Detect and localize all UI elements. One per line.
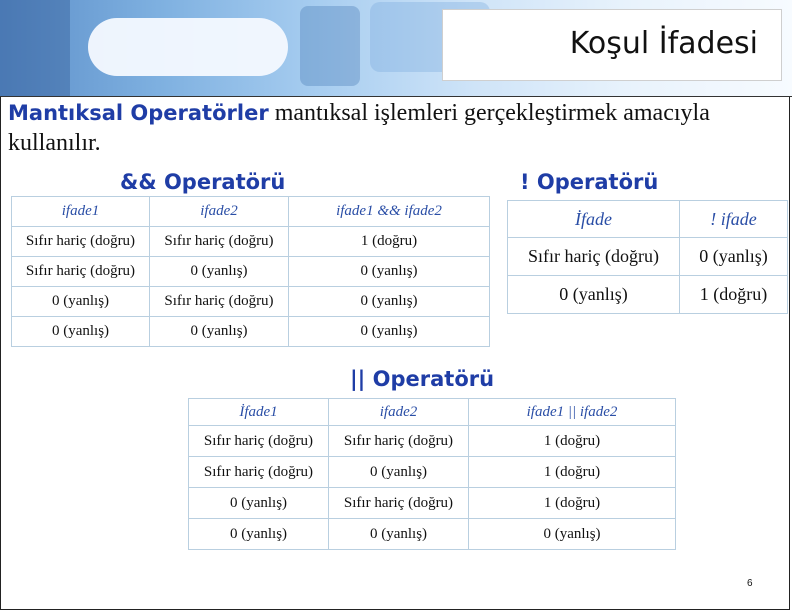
page-number: 6 [747, 578, 753, 589]
table-cell: Sıfır hariç (doğru) [189, 426, 329, 457]
table-cell: Sıfır hariç (doğru) [150, 287, 289, 317]
table-row [508, 276, 788, 314]
header-cell: ifade2 [150, 197, 289, 227]
not-truth-table [507, 200, 788, 314]
table-cell: 0 (yanlış) [12, 287, 150, 317]
table-cell: 0 (yanlış) [508, 276, 680, 314]
intro-text: mantıksal işlemleri gerçekleştirmek amacıyla kullanılır. [8, 100, 710, 156]
table-cell: Sıfır hariç (doğru) [12, 257, 150, 287]
or-operator-title: || Operatörü [350, 367, 495, 391]
table-cell: 0 (yanlış) [12, 317, 150, 347]
table-cell: 0 (yanlış) [329, 457, 469, 488]
header-divider [0, 96, 792, 97]
table-cell: 0 (yanlış) [289, 287, 490, 317]
not-operator-title: ! Operatörü [520, 170, 659, 194]
table-cell: 0 (yanlış) [189, 488, 329, 519]
table-header-row [508, 201, 788, 238]
table-cell: Sıfır hariç (doğru) [12, 227, 150, 257]
table-row [189, 488, 676, 519]
and-operator-title: && Operatörü [120, 170, 286, 194]
table-cell: 1 (doğru) [469, 488, 676, 519]
table-cell: 0 (yanlış) [329, 519, 469, 550]
table-row [12, 257, 490, 287]
table-row [12, 287, 490, 317]
table-cell: 0 (yanlış) [680, 238, 788, 276]
header-cell: ifade1 && ifade2 [289, 197, 490, 227]
banner-cloud-shape [88, 18, 288, 76]
header-cell: İfade1 [189, 399, 329, 426]
table-cell: Sıfır hariç (doğru) [189, 457, 329, 488]
banner-photo-middle [300, 6, 360, 86]
table-cell: Sıfır hariç (doğru) [329, 426, 469, 457]
table-row [189, 426, 676, 457]
header-cell: ifade1 || ifade2 [469, 399, 676, 426]
header-cell: İfade [508, 201, 680, 238]
table-cell: 1 (doğru) [680, 276, 788, 314]
table-row [12, 227, 490, 257]
table-row [189, 457, 676, 488]
or-truth-table [188, 398, 676, 550]
header-cell: ifade2 [329, 399, 469, 426]
table-cell: 0 (yanlış) [150, 317, 289, 347]
table-cell: 0 (yanlış) [289, 257, 490, 287]
table-cell: Sıfır hariç (doğru) [150, 227, 289, 257]
table-row [508, 238, 788, 276]
table-cell: 0 (yanlış) [289, 317, 490, 347]
table-row [189, 519, 676, 550]
table-cell: 0 (yanlış) [189, 519, 329, 550]
intro-paragraph [8, 98, 788, 158]
table-header-row [12, 197, 490, 227]
table-row [12, 317, 490, 347]
table-header-row [189, 399, 676, 426]
intro-keyword: Mantıksal Operatörler [8, 101, 269, 125]
table-cell: 0 (yanlış) [150, 257, 289, 287]
table-cell: 1 (doğru) [289, 227, 490, 257]
banner-photo-left [0, 0, 70, 96]
table-cell: 1 (doğru) [469, 426, 676, 457]
slide-title: Koşul İfadesi [569, 26, 758, 61]
table-cell: Sıfır hariç (doğru) [508, 238, 680, 276]
header-cell: ifade1 [12, 197, 150, 227]
header-cell: ! ifade [680, 201, 788, 238]
table-cell: Sıfır hariç (doğru) [329, 488, 469, 519]
table-cell: 0 (yanlış) [469, 519, 676, 550]
header-banner [0, 0, 792, 96]
table-cell: 1 (doğru) [469, 457, 676, 488]
and-truth-table [11, 196, 490, 347]
